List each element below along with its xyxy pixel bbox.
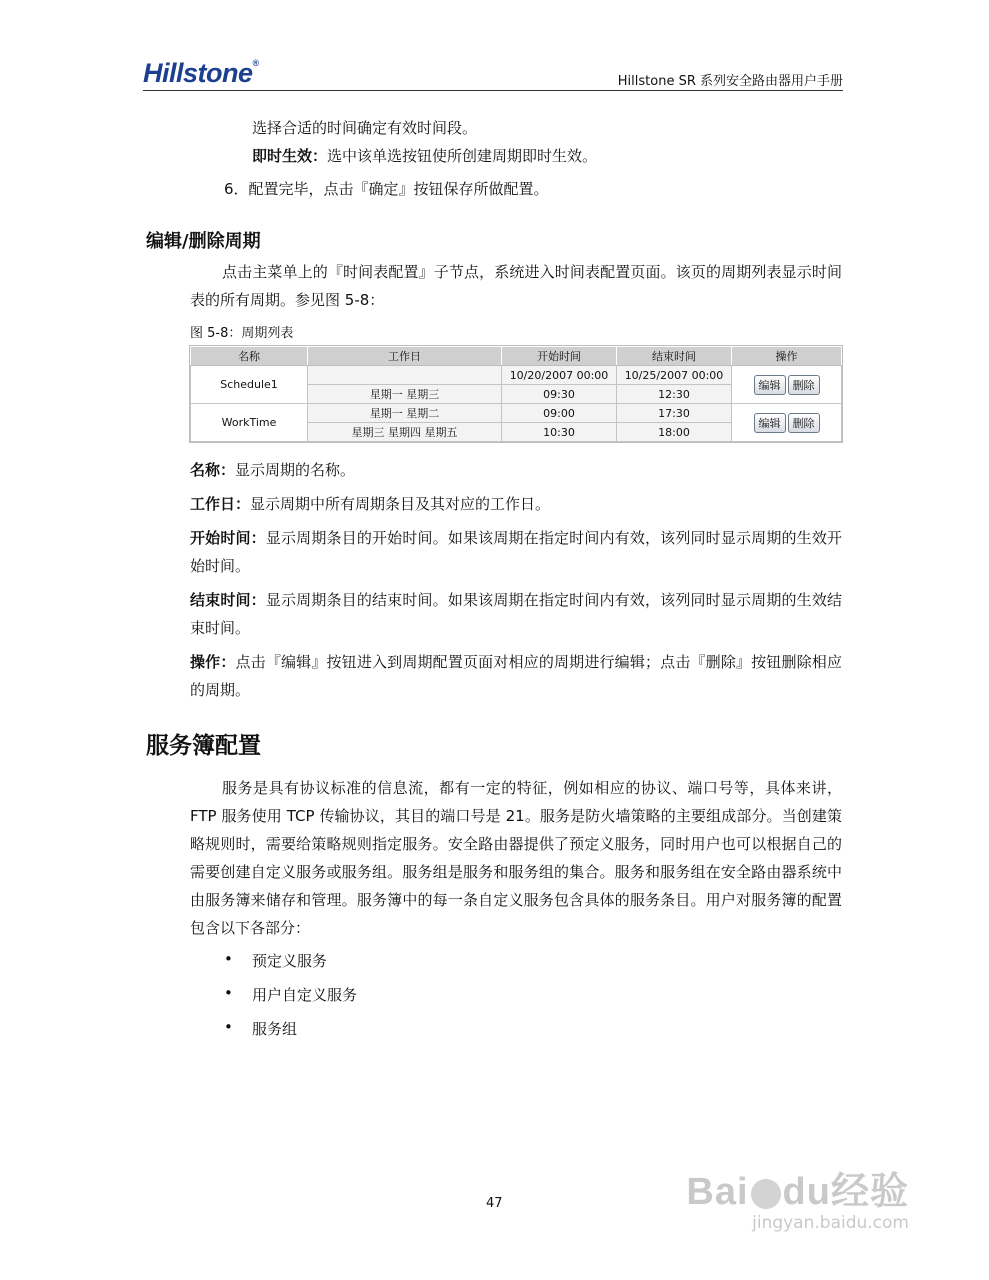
edit-button[interactable]: 编辑 — [754, 375, 786, 395]
hillstone-logo — [143, 58, 259, 89]
table-row — [191, 366, 842, 385]
schedule-list-table — [190, 346, 842, 442]
end-time-cell: 10/25/2007 00:00 — [617, 366, 732, 385]
header-divider — [143, 90, 843, 91]
registered-mark: ® — [252, 58, 259, 68]
baidu-watermark — [686, 1160, 909, 1233]
start-time-cell: 09:00 — [502, 404, 617, 423]
col-header-name: 名称 — [191, 347, 308, 366]
watermark-suffix: 经验 — [830, 1171, 909, 1213]
bullet-service-group: 服务组 — [252, 1020, 298, 1038]
bullet-dot: • — [224, 1018, 233, 1036]
step-6: 6．配置完毕，点击『确定』按钮保存所做配置。 — [224, 180, 549, 198]
page-number: 47 — [486, 1196, 503, 1211]
definition-end-time — [190, 586, 842, 642]
edit-delete-intro: 点击主菜单上的『时间表配置』子节点，系统进入时间表配置页面。该页的周期列表显示时间表的所有周期。参见图 5-8： — [190, 263, 842, 309]
bullet-dot: • — [224, 950, 233, 968]
definition-term: 开始时间： — [190, 529, 266, 547]
edit-button[interactable]: 编辑 — [754, 413, 786, 433]
start-time-cell: 10:30 — [502, 423, 617, 442]
definition-workday — [190, 490, 842, 518]
paw-icon — [751, 1179, 781, 1209]
schedule-name-cell: Schedule1 — [191, 366, 308, 404]
table-row — [191, 404, 842, 423]
workday-cell: 星期一 星期三 — [308, 385, 502, 404]
col-header-workday: 工作日 — [308, 347, 502, 366]
definition-start-time — [190, 524, 842, 580]
immediate-effect-item — [252, 142, 842, 170]
definition-term: 工作日： — [190, 495, 251, 513]
definition-term: 操作： — [190, 653, 236, 671]
immediate-effect-term: 即时生效： — [252, 147, 328, 165]
definition-operation — [190, 648, 842, 704]
figure-caption: 图 5-8：周期列表 — [190, 326, 294, 341]
col-header-ops: 操作 — [732, 347, 842, 366]
schedule-name-cell: WorkTime — [191, 404, 308, 442]
ops-cell — [732, 366, 842, 404]
bullet-predefined-service: 预定义服务 — [252, 952, 328, 970]
definition-desc: 点击『编辑』按钮进入到周期配置页面对相应的周期进行编辑；点击『删除』按钮删除相应的周期。 — [190, 653, 842, 699]
service-book-paragraph: 服务是具有协议标准的信息流，都有一定的特征，例如相应的协议、端口号等，具体来讲，FTP 服务使用 TCP 传输协议，其目的端口号是 21。服务是防火墙策略的主要组成部分。当创建策略规则时，需要给策略规则指定服务。安全路由器提供了预定义服务，同时用户也可以根据自己的需要创建自定义服务或服务组。服务组是服务和服务组的集合。服务和服务组在安全路由器系统中由服务簿来储存和管理。服务簿中的每一条自定义服务包含具体的服务条目。用户对服务簿的配置包含以下各部分： — [190, 779, 842, 937]
edit-delete-heading: 编辑/删除周期 — [146, 231, 261, 252]
end-time-cell: 12:30 — [617, 385, 732, 404]
bullet-dot: • — [224, 984, 233, 1002]
definition-term: 结束时间： — [190, 591, 266, 609]
ops-cell — [732, 404, 842, 442]
definition-name — [190, 456, 842, 484]
service-book-heading: 服务簿配置 — [146, 733, 261, 759]
workday-cell: 星期三 星期四 星期五 — [308, 423, 502, 442]
table-header-row — [191, 347, 842, 366]
end-time-cell: 17:30 — [617, 404, 732, 423]
start-time-cell: 10/20/2007 00:00 — [502, 366, 617, 385]
definition-term: 名称： — [190, 461, 236, 479]
manual-title: Hillstone SR 系列安全路由器用户手册 — [617, 74, 843, 89]
logo-text: Hillstone — [143, 58, 253, 88]
start-time-cell: 09:30 — [502, 385, 617, 404]
end-time-cell: 18:00 — [617, 423, 732, 442]
delete-button[interactable]: 删除 — [788, 413, 820, 433]
delete-button[interactable]: 删除 — [788, 375, 820, 395]
workday-cell — [308, 366, 502, 385]
watermark-left: Bai — [686, 1171, 749, 1213]
time-selection-text: 选择合适的时间确定有效时间段。 — [252, 119, 478, 137]
watermark-url: jingyan.baidu.com — [752, 1213, 909, 1233]
col-header-start: 开始时间 — [502, 347, 617, 366]
definition-desc: 显示周期中所有周期条目及其对应的工作日。 — [250, 495, 551, 513]
watermark-logo — [686, 1160, 909, 1215]
watermark-right: du — [782, 1171, 831, 1213]
col-header-end: 结束时间 — [617, 347, 732, 366]
definition-desc: 显示周期条目的结束时间。如果该周期在指定时间内有效，该列同时显示周期的生效结束时间。 — [190, 591, 842, 637]
definition-desc: 显示周期的名称。 — [235, 461, 356, 479]
workday-cell: 星期一 星期二 — [308, 404, 502, 423]
bullet-custom-service: 用户自定义服务 — [252, 986, 358, 1004]
immediate-effect-desc: 选中该单选按钮使所创建周期即时生效。 — [327, 147, 598, 165]
definition-desc: 显示周期条目的开始时间。如果该周期在指定时间内有效，该列同时显示周期的生效开始时间。 — [190, 529, 842, 575]
